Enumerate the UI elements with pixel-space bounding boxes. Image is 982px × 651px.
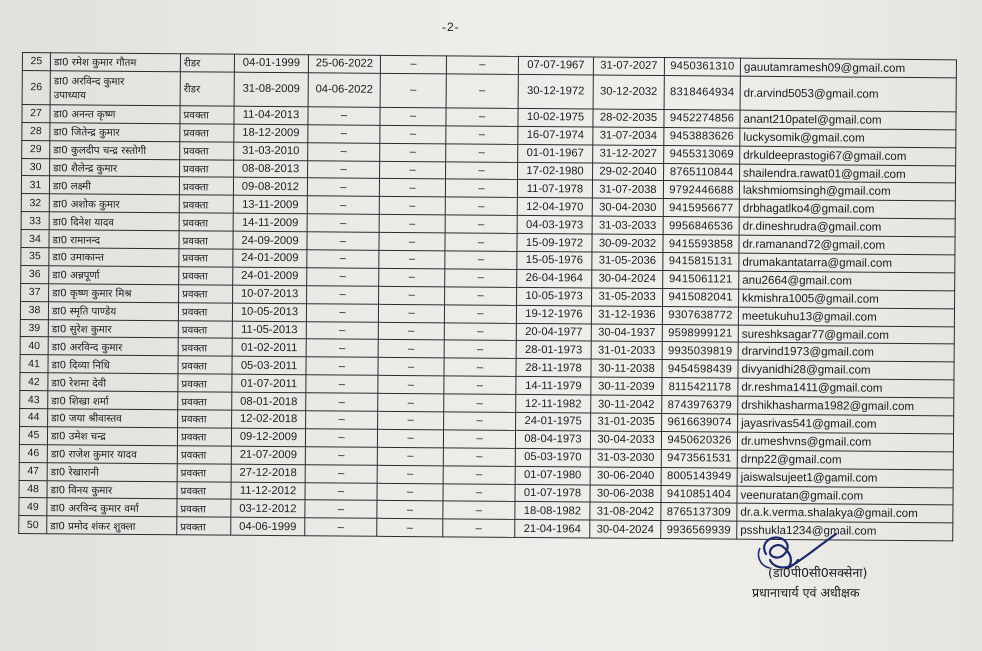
appointment-date: 08-08-2013	[234, 160, 308, 178]
blank-cell: –	[445, 215, 517, 233]
blank-cell: –	[377, 519, 443, 537]
birth-date: 15-09-1972	[517, 234, 592, 252]
birth-date: 04-03-1973	[517, 216, 592, 234]
birth-date: 12-04-1970	[517, 198, 592, 216]
retirement-date: 30-12-2032	[593, 75, 664, 110]
designation: प्रवक्ता	[178, 320, 232, 338]
designation: प्रवक्ता	[179, 231, 233, 249]
blank-cell: –	[380, 125, 446, 143]
designation: प्रवक्ता	[178, 356, 232, 374]
promotion-date: 04-06-2022	[308, 73, 380, 108]
email-address: dr.ramanand72@gmail.com	[739, 235, 955, 255]
serial-number: 46	[19, 444, 47, 462]
blank-cell: –	[444, 358, 516, 376]
appointment-date: 24-09-2009	[233, 231, 307, 249]
appointment-date: 01-02-2011	[232, 339, 306, 357]
blank-cell: –	[443, 519, 515, 537]
blank-cell: –	[443, 483, 515, 501]
designation: प्रवक्ता	[180, 141, 234, 159]
promotion-date: –	[306, 321, 378, 339]
designation: प्रवक्ता	[179, 195, 233, 213]
appointment-date: 01-07-2011	[232, 374, 306, 392]
birth-date: 12-11-1982	[516, 395, 591, 413]
blank-cell: –	[377, 465, 443, 483]
serial-number: 38	[20, 301, 48, 319]
blank-cell: –	[379, 232, 445, 250]
blank-cell: –	[380, 73, 446, 108]
birth-date: 01-01-1967	[518, 144, 593, 162]
designation: प्रवक्ता	[177, 463, 231, 481]
email-address: sureshksagar77@gmail.com	[738, 325, 954, 345]
appointment-date: 14-11-2009	[233, 213, 307, 231]
blank-cell: –	[378, 411, 444, 429]
designation: प्रवक्ता	[177, 499, 231, 517]
email-address: psshukla1234@gmail.com	[737, 522, 953, 542]
email-address: dr.dineshrudra@gmail.com	[739, 217, 955, 237]
promotion-date: –	[306, 339, 378, 357]
staff-name: डा0 रेखारानी	[47, 462, 177, 481]
blank-cell: –	[446, 56, 518, 74]
phone-number: 8765137309	[661, 503, 737, 521]
retirement-date: 29-02-2040	[593, 163, 664, 181]
promotion-date: –	[307, 232, 379, 250]
staff-name: डा0 उमाकान्त	[49, 248, 179, 267]
promotion-date: –	[307, 250, 379, 268]
phone-number: 9936569939	[661, 521, 737, 539]
birth-date: 21-04-1964	[515, 520, 590, 538]
blank-cell: –	[446, 74, 518, 109]
retirement-date: 30-04-2024	[592, 270, 663, 288]
appointment-date: 04-01-1999	[234, 54, 308, 72]
blank-cell: –	[445, 197, 517, 215]
staff-name	[50, 71, 180, 106]
staff-name: डा0 प्रमोद शंकर शुक्ला	[47, 516, 177, 535]
serial-number: 47	[19, 462, 47, 480]
birth-date: 19-12-1976	[516, 305, 591, 323]
blank-cell: –	[445, 233, 517, 251]
birth-date: 15-05-1976	[517, 251, 592, 269]
promotion-date: –	[306, 393, 378, 411]
retirement-date: 30-04-2030	[592, 198, 663, 216]
signatory-designation: प्रधानाचार्य एवं अधीक्षक	[752, 585, 860, 600]
staff-name: डा0 उमेश चन्द्र	[47, 427, 177, 446]
blank-cell: –	[445, 251, 517, 269]
serial-number: 34	[21, 230, 49, 248]
phone-number: 9452274856	[664, 109, 740, 127]
phone-number: 9473561531	[661, 449, 737, 467]
email-address: drumakantatarra@gmail.com	[739, 253, 955, 273]
promotion-date: –	[307, 196, 379, 214]
phone-number: 9415815131	[663, 253, 739, 271]
blank-cell: –	[444, 394, 516, 412]
blank-cell: –	[445, 287, 517, 305]
promotion-date: –	[307, 268, 379, 286]
promotion-date: –	[307, 214, 379, 232]
email-address: dr.umeshvns@gmail.com	[737, 432, 953, 452]
blank-cell: –	[379, 250, 445, 268]
email-address: dr.reshma1411@gmail.com	[738, 378, 954, 398]
birth-date: 16-07-1974	[518, 126, 593, 144]
appointment-date: 12-02-2018	[232, 410, 306, 428]
staff-name: डा0 शिखा शर्मा	[48, 391, 178, 410]
retirement-date: 28-02-2035	[593, 109, 664, 127]
staff-name: डा0 रामानन्द	[49, 230, 179, 249]
staff-name: डा0 लक्ष्मी	[49, 176, 179, 195]
retirement-date: 30-09-2032	[592, 234, 663, 252]
retirement-date: 30-04-2024	[590, 520, 661, 538]
phone-number: 9792446688	[663, 181, 739, 199]
designation: प्रवक्ता	[178, 338, 232, 356]
email-address: anu2664@gmail.com	[739, 271, 955, 291]
appointment-date: 18-12-2009	[234, 124, 308, 142]
phone-number: 9956846536	[663, 217, 739, 235]
email-address: meetukuhu13@gmail.com	[738, 307, 954, 327]
phone-number: 9415593858	[663, 235, 739, 253]
phone-number: 9450361310	[664, 58, 740, 76]
blank-cell: –	[444, 340, 516, 358]
blank-cell: –	[378, 393, 444, 411]
birth-date: 28-11-1978	[516, 359, 591, 377]
blank-cell: –	[380, 107, 446, 125]
serial-number: 44	[20, 409, 48, 427]
serial-number: 28	[22, 122, 50, 140]
promotion-date: –	[308, 107, 380, 125]
email-address: gauutamramesh09@gmail.com	[740, 58, 956, 78]
staff-name: डा0 अरविन्द कुमार वर्मा	[47, 498, 177, 517]
promotion-date: –	[308, 160, 380, 178]
retirement-date: 30-11-2039	[591, 377, 662, 395]
blank-cell: –	[380, 143, 446, 161]
phone-number: 8318464934	[664, 75, 740, 110]
retirement-date: 31-07-2027	[593, 57, 664, 75]
appointment-date: 03-12-2012	[231, 500, 305, 518]
serial-number: 41	[20, 355, 48, 373]
blank-cell: –	[378, 304, 444, 322]
birth-date: 28-01-1973	[516, 341, 591, 359]
page-number: -2-	[442, 20, 460, 34]
birth-date: 11-07-1978	[517, 180, 592, 198]
staff-name: डा0 अन्नपूर्णा	[49, 266, 179, 285]
email-address: dr.a.k.verma.shalakya@gmail.com	[737, 504, 953, 524]
blank-cell: –	[377, 429, 443, 447]
serial-number: 48	[19, 480, 47, 498]
email-address: dr.arvind5053@gmail.com	[740, 76, 956, 112]
phone-number: 9598999121	[662, 324, 738, 342]
birth-date: 10-02-1975	[518, 108, 593, 126]
serial-number: 36	[21, 265, 49, 283]
blank-cell: –	[443, 448, 515, 466]
email-address: drarvind1973@gmail.com	[738, 343, 954, 363]
email-address: jayasrivas541@gmail.com	[738, 414, 954, 434]
staff-name: डा0 कुलदीप चन्द्र रस्तोगी	[50, 140, 180, 159]
promotion-date: 25-06-2022	[308, 55, 380, 73]
staff-name: डा0 अशोक कुमार	[49, 194, 179, 213]
signatory-name: (डा0पी0सी0सक्सेना)	[768, 565, 868, 580]
promotion-date: –	[305, 482, 377, 500]
retirement-date: 31-07-2038	[592, 180, 663, 198]
designation: रीडर	[180, 72, 234, 106]
designation: प्रवक्ता	[177, 428, 231, 446]
blank-cell: –	[378, 340, 444, 358]
designation: प्रवक्ता	[178, 392, 232, 410]
retirement-date: 30-11-2038	[591, 359, 662, 377]
birth-date: 07-07-1967	[518, 56, 593, 74]
serial-number: 31	[21, 176, 49, 194]
appointment-date: 09-12-2009	[231, 428, 305, 446]
blank-cell: –	[443, 501, 515, 519]
appointment-date: 31-08-2009	[234, 72, 308, 107]
email-address: shailendra.rawat01@gmail.com	[740, 164, 956, 184]
retirement-date: 31-07-2034	[593, 127, 664, 145]
staff-name: डा0 विनय कुमार	[47, 480, 177, 499]
retirement-date: 30-11-2042	[591, 395, 662, 413]
retirement-date: 31-05-2036	[592, 252, 663, 270]
promotion-date: –	[308, 125, 380, 143]
staff-name: डा0 अरविन्द कुमार	[48, 337, 178, 356]
promotion-date: –	[307, 178, 379, 196]
blank-cell: –	[445, 179, 517, 197]
phone-number: 9935039819	[662, 342, 738, 360]
designation: प्रवक्ता	[180, 106, 234, 124]
designation: प्रवक्ता	[179, 177, 233, 195]
serial-number: 39	[20, 319, 48, 337]
promotion-date: –	[307, 286, 379, 304]
serial-number: 40	[20, 337, 48, 355]
promotion-date: –	[306, 357, 378, 375]
blank-cell: –	[379, 286, 445, 304]
designation: रीडर	[180, 54, 234, 72]
designation: प्रवक्ता	[178, 410, 232, 428]
email-address: drkuldeeprastogi67@gmail.com	[740, 146, 956, 166]
phone-number: 9410851404	[661, 485, 737, 503]
staff-name: डा0 कृष्ण कुमार मिश्र	[49, 284, 179, 303]
email-address: drshikhasharma1982@gmail.com	[738, 396, 954, 416]
staff-name: डा0 शैलेन्द्र कुमार	[50, 158, 180, 177]
promotion-date: –	[306, 375, 378, 393]
appointment-date: 11-05-2013	[232, 321, 306, 339]
retirement-date: 31-12-1936	[591, 306, 662, 324]
birth-date: 24-01-1975	[516, 412, 591, 430]
appointment-date: 10-05-2013	[232, 303, 306, 321]
phone-number: 9453883626	[664, 127, 740, 145]
retirement-date: 30-04-1937	[591, 324, 662, 342]
birth-date: 14-11-1979	[516, 377, 591, 395]
serial-number: 37	[21, 283, 49, 301]
staff-name: डा0 रेशमा देवी	[48, 373, 178, 392]
birth-date: 30-12-1972	[518, 74, 593, 109]
phone-number: 9454598439	[662, 360, 738, 378]
email-address: drnp22@gmail.com	[737, 450, 953, 470]
email-address: divyanidhi28@gmail.com	[738, 360, 954, 380]
serial-number: 25	[22, 53, 50, 71]
blank-cell: –	[380, 161, 446, 179]
staff-name: डा0 दिनेश यादव	[49, 212, 179, 231]
birth-date: 08-04-1973	[515, 430, 590, 448]
phone-number: 8005143949	[661, 467, 737, 485]
appointment-date: 24-01-2009	[233, 249, 307, 267]
blank-cell: –	[379, 268, 445, 286]
promotion-date: –	[305, 500, 377, 518]
blank-cell: –	[378, 322, 444, 340]
blank-cell: –	[378, 358, 444, 376]
phone-number: 8743976379	[662, 396, 738, 414]
staff-table	[18, 52, 957, 542]
promotion-date: –	[305, 447, 377, 465]
appointment-date: 05-03-2011	[232, 357, 306, 375]
staff-name-line1: डा0 अरविन्द कुमार	[53, 76, 125, 89]
appointment-date: 08-01-2018	[232, 392, 306, 410]
designation: प्रवक्ता	[180, 124, 234, 142]
blank-cell: –	[378, 376, 444, 394]
staff-name: डा0 सुरेश कुमार	[48, 319, 178, 338]
phone-number: 8115421178	[662, 378, 738, 396]
staff-name: डा0 रमेश कुमार गौतम	[50, 53, 180, 72]
birth-date: 26-04-1964	[517, 269, 592, 287]
retirement-date: 31-01-2033	[591, 341, 662, 359]
designation: प्रवक्ता	[178, 374, 232, 392]
birth-date: 05-03-1970	[515, 448, 590, 466]
email-address: drbhagatlko4@gmail.com	[739, 199, 955, 219]
email-address: kkmishra1005@gmail.com	[739, 289, 955, 309]
retirement-date: 31-01-2035	[591, 413, 662, 431]
appointment-date: 31-03-2010	[234, 142, 308, 160]
retirement-date: 31-03-2033	[592, 216, 663, 234]
designation: प्रवक्ता	[180, 159, 234, 177]
blank-cell: –	[377, 483, 443, 501]
email-address: lakshmiomsingh@gmail.com	[739, 182, 955, 202]
promotion-date: –	[305, 429, 377, 447]
staff-name: डा0 अनन्त कृष्ण	[50, 105, 180, 124]
serial-number: 45	[19, 426, 47, 444]
blank-cell: –	[377, 501, 443, 519]
phone-number: 9307638772	[662, 306, 738, 324]
blank-cell: –	[446, 126, 518, 144]
appointment-date: 27-12-2018	[231, 464, 305, 482]
birth-date: 17-02-1980	[518, 162, 593, 180]
email-address: jaiswalsujeet1@gamil.com	[737, 468, 953, 488]
blank-cell: –	[444, 305, 516, 323]
promotion-date: –	[305, 518, 377, 536]
staff-name: डा0 स्मृति पाण्डेय	[48, 301, 178, 320]
appointment-date: 13-11-2009	[233, 196, 307, 214]
blank-cell: –	[445, 269, 517, 287]
blank-cell: –	[379, 179, 445, 197]
staff-name: डा0 जया श्रीवास्तव	[48, 409, 178, 428]
appointment-date: 11-04-2013	[234, 106, 308, 124]
blank-cell: –	[443, 430, 515, 448]
retirement-date: 31-08-2042	[590, 502, 661, 520]
birth-date: 18-08-1982	[515, 502, 590, 520]
blank-cell: –	[377, 447, 443, 465]
birth-date: 01-07-1980	[515, 466, 590, 484]
retirement-date: 31-12-2027	[593, 145, 664, 163]
birth-date: 10-05-1973	[517, 287, 592, 305]
serial-number: 30	[22, 158, 50, 176]
appointment-date: 24-01-2009	[233, 267, 307, 285]
staff-name-line2: उपाध्याय	[53, 90, 86, 102]
serial-number: 43	[20, 391, 48, 409]
birth-date: 20-04-1977	[516, 323, 591, 341]
birth-date: 01-07-1978	[515, 484, 590, 502]
blank-cell: –	[379, 215, 445, 233]
retirement-date: 30-06-2038	[590, 485, 661, 503]
promotion-date: –	[306, 303, 378, 321]
email-address: luckysomik@gmail.com	[740, 128, 956, 148]
serial-number: 29	[22, 140, 50, 158]
designation: प्रवक्ता	[179, 213, 233, 231]
blank-cell: –	[443, 466, 515, 484]
serial-number: 27	[22, 104, 50, 122]
designation: प्रवक्ता	[177, 481, 231, 499]
phone-number: 9616639074	[662, 414, 738, 432]
serial-number: 32	[21, 194, 49, 212]
staff-name: डा0 जितेन्द्र कुमार	[50, 123, 180, 142]
designation: प्रवक्ता	[179, 249, 233, 267]
email-address: anant210patel@gmail.com	[740, 110, 956, 130]
serial-number: 42	[20, 373, 48, 391]
appointment-date: 09-08-2012	[233, 178, 307, 196]
serial-number: 26	[22, 70, 50, 104]
designation: प्रवक्ता	[179, 285, 233, 303]
blank-cell: –	[380, 55, 446, 73]
staff-name: डा0 राजेश कुमार यादव	[47, 445, 177, 464]
retirement-date: 30-06-2040	[590, 467, 661, 485]
blank-cell: –	[444, 322, 516, 340]
appointment-date: 11-12-2012	[231, 482, 305, 500]
phone-number: 8765110844	[664, 163, 740, 181]
retirement-date: 31-03-2030	[590, 449, 661, 467]
phone-number: 9415061121	[663, 270, 739, 288]
appointment-date: 10-07-2013	[233, 285, 307, 303]
phone-number: 9415082041	[663, 288, 739, 306]
blank-cell: –	[379, 197, 445, 215]
blank-cell: –	[446, 108, 518, 126]
blank-cell: –	[446, 161, 518, 179]
serial-number: 35	[21, 248, 49, 266]
phone-number: 9455313069	[664, 145, 740, 163]
promotion-date: –	[306, 411, 378, 429]
blank-cell: –	[444, 376, 516, 394]
serial-number: 49	[19, 498, 47, 516]
phone-number: 9415956677	[663, 199, 739, 217]
staff-name: डा0 दिव्या निधि	[48, 355, 178, 374]
retirement-date: 30-04-2033	[590, 431, 661, 449]
designation: प्रवक्ता	[178, 302, 232, 320]
promotion-date: –	[308, 142, 380, 160]
designation: प्रवक्ता	[177, 517, 231, 535]
retirement-date: 31-05-2033	[592, 288, 663, 306]
phone-number: 9450620326	[661, 431, 737, 449]
promotion-date: –	[305, 464, 377, 482]
blank-cell: –	[444, 412, 516, 430]
designation: प्रवक्ता	[177, 446, 231, 464]
serial-number: 33	[21, 212, 49, 230]
blank-cell: –	[446, 144, 518, 162]
email-address: veenuratan@gmail.com	[737, 486, 953, 506]
appointment-date: 04-06-1999	[231, 518, 305, 536]
appointment-date: 21-07-2009	[231, 446, 305, 464]
designation: प्रवक्ता	[179, 267, 233, 285]
serial-number: 50	[19, 516, 47, 534]
